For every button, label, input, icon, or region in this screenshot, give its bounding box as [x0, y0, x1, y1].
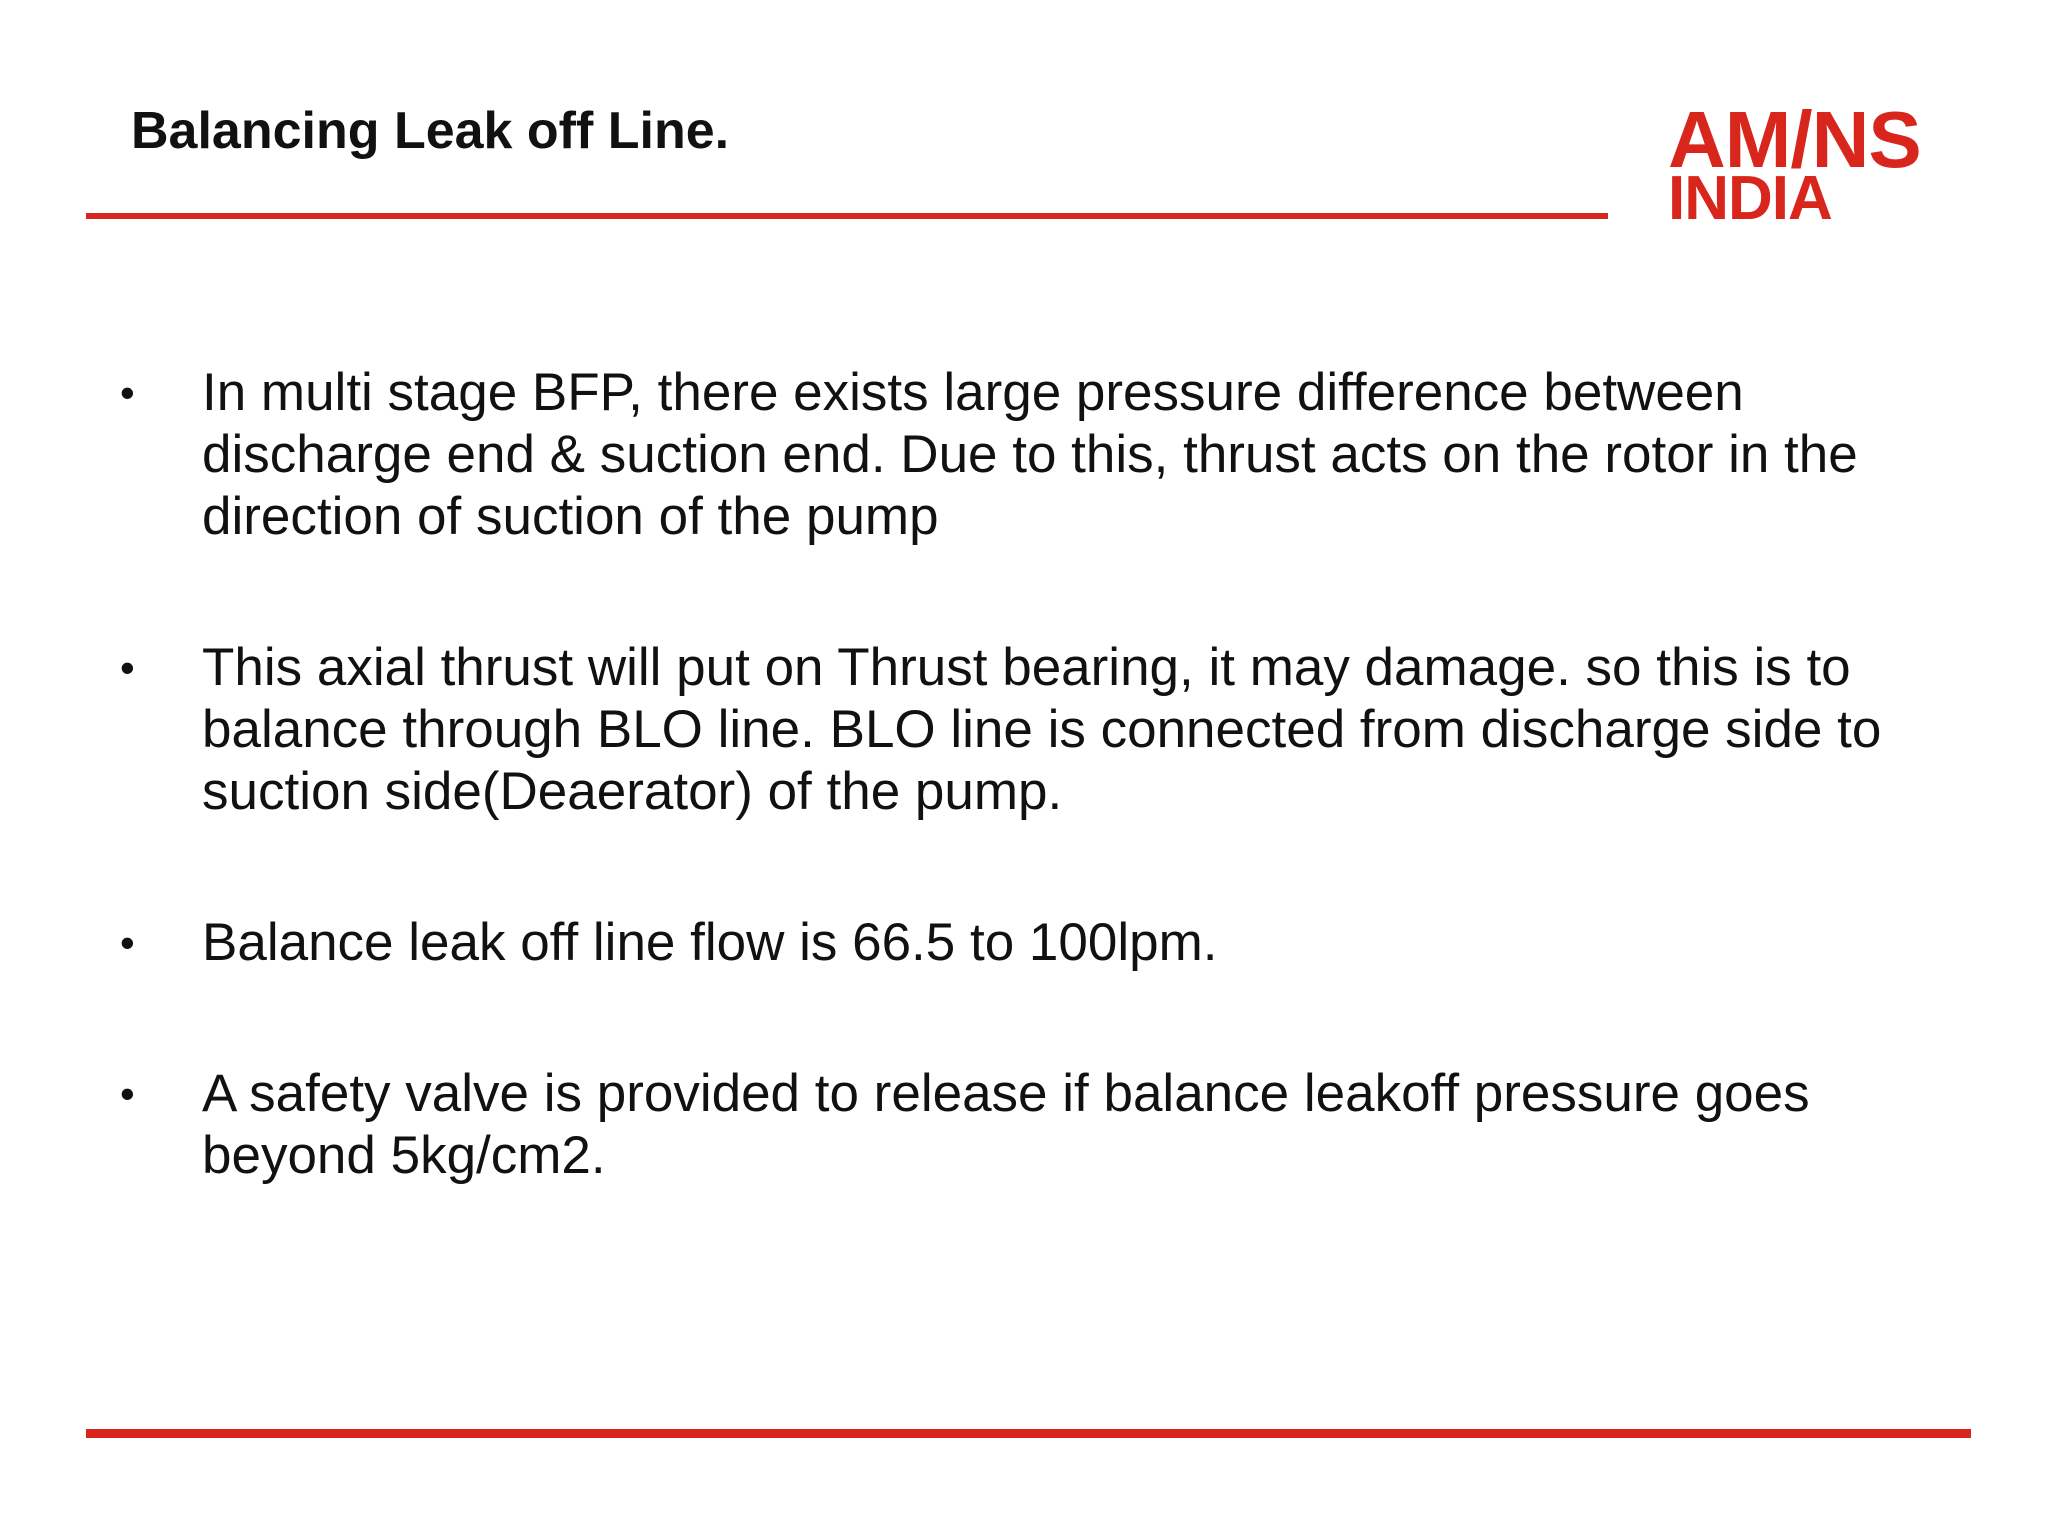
footer-rule	[86, 1429, 1971, 1438]
title-underline	[86, 213, 1608, 219]
bullet-item-safety-valve	[120, 1063, 1970, 1187]
bullet-text: This axial thrust will put on Thrust bearing, it may damage. so this is to balance through BLO line. BLO line is connected from discharge side to suction side(Deaerator) of the pump.	[202, 638, 1882, 821]
bullet-item-flow-rate	[120, 912, 1970, 974]
logo-text-line2: INDIA	[1668, 164, 1832, 233]
bullet-item-blo-line	[120, 637, 1970, 823]
bullet-dot-icon: •	[120, 919, 135, 966]
bullet-text: A safety valve is provided to release if balance leakoff pressure goes beyond 5kg/cm2.	[202, 1064, 1810, 1185]
bullet-dot-icon: •	[120, 369, 135, 416]
bullet-dot-icon: •	[120, 1070, 135, 1117]
bullet-list	[120, 362, 1970, 1187]
company-logo	[1668, 95, 1978, 233]
logo-text-line1: AM/NS	[1668, 95, 1921, 184]
bullet-item-multistage-thrust	[120, 362, 1970, 548]
slide-title: Balancing Leak off Line.	[131, 102, 730, 160]
bullet-text: In multi stage BFP, there exists large pressure difference between discharge end & suction end. Due to this, thrust acts on the rotor in the direction of suction of the pump	[202, 363, 1858, 546]
bullet-text: Balance leak off line flow is 66.5 to 100lpm.	[202, 913, 1218, 972]
bullet-dot-icon: •	[120, 644, 135, 691]
